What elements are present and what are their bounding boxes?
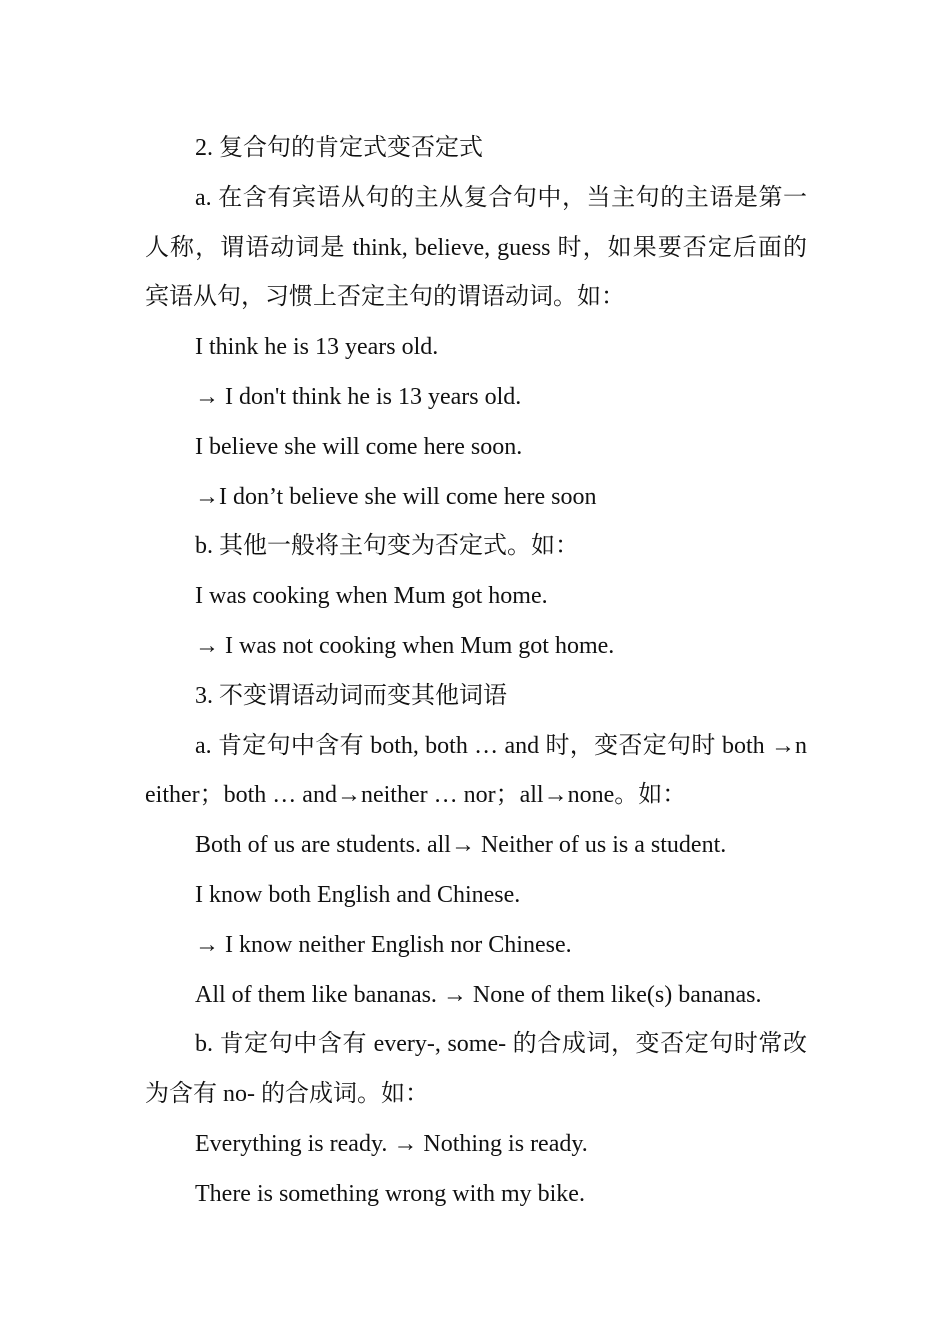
- example-sentence: I think he is 13 years old.: [195, 334, 439, 361]
- section-heading-2: 2. 复合句的肯定式变否定式: [195, 135, 483, 161]
- example-sentence: I was cooking when Mum got home.: [195, 583, 548, 610]
- example-sentence: Everything is ready. → Nothing is ready.: [195, 1130, 588, 1157]
- example-transformed: →I don’t believe she will come here soon: [195, 483, 597, 510]
- example-transformed: → I don't think he is 13 years old.: [195, 383, 522, 410]
- example-transformed: → I know neither English nor Chinese.: [195, 931, 572, 958]
- rule-b-paragraph: b. 其他一般将主句变为否定式。如：: [195, 533, 579, 560]
- example-sentence: Both of us are students. all→ Neither of us is a student.: [195, 832, 727, 859]
- document-body: [145, 124, 807, 1220]
- section-heading-3: 3. 不变谓语动词而变其他词语: [195, 682, 507, 709]
- rule-a-paragraph: a. 在含有宾语从句的主从复合句中，当主句的主语是第一人称，谓语动词是 think, believe, guess 时，如果要否定后面的宾语从句，习惯上否定主句的谓语动词。如：: [145, 184, 807, 311]
- example-sentence: I believe she will come here soon.: [195, 433, 523, 460]
- example-sentence: All of them like bananas. → None of them like(s) bananas.: [195, 981, 762, 1008]
- example-sentence: There is something wrong with my bike.: [195, 1180, 585, 1207]
- example-sentence: I know both English and Chinese.: [195, 881, 521, 908]
- rule-b-paragraph: b. 肯定句中含有 every-, some- 的合成词，变否定句时常改为含有 no- 的合成词。如：: [145, 1031, 807, 1108]
- example-transformed: → I was not cooking when Mum got home.: [195, 632, 615, 659]
- rule-a-paragraph: a. 肯定句中含有 both, both … and 时，变否定句时 both →neither；both … and→neither … nor；all→none。如：: [145, 732, 807, 809]
